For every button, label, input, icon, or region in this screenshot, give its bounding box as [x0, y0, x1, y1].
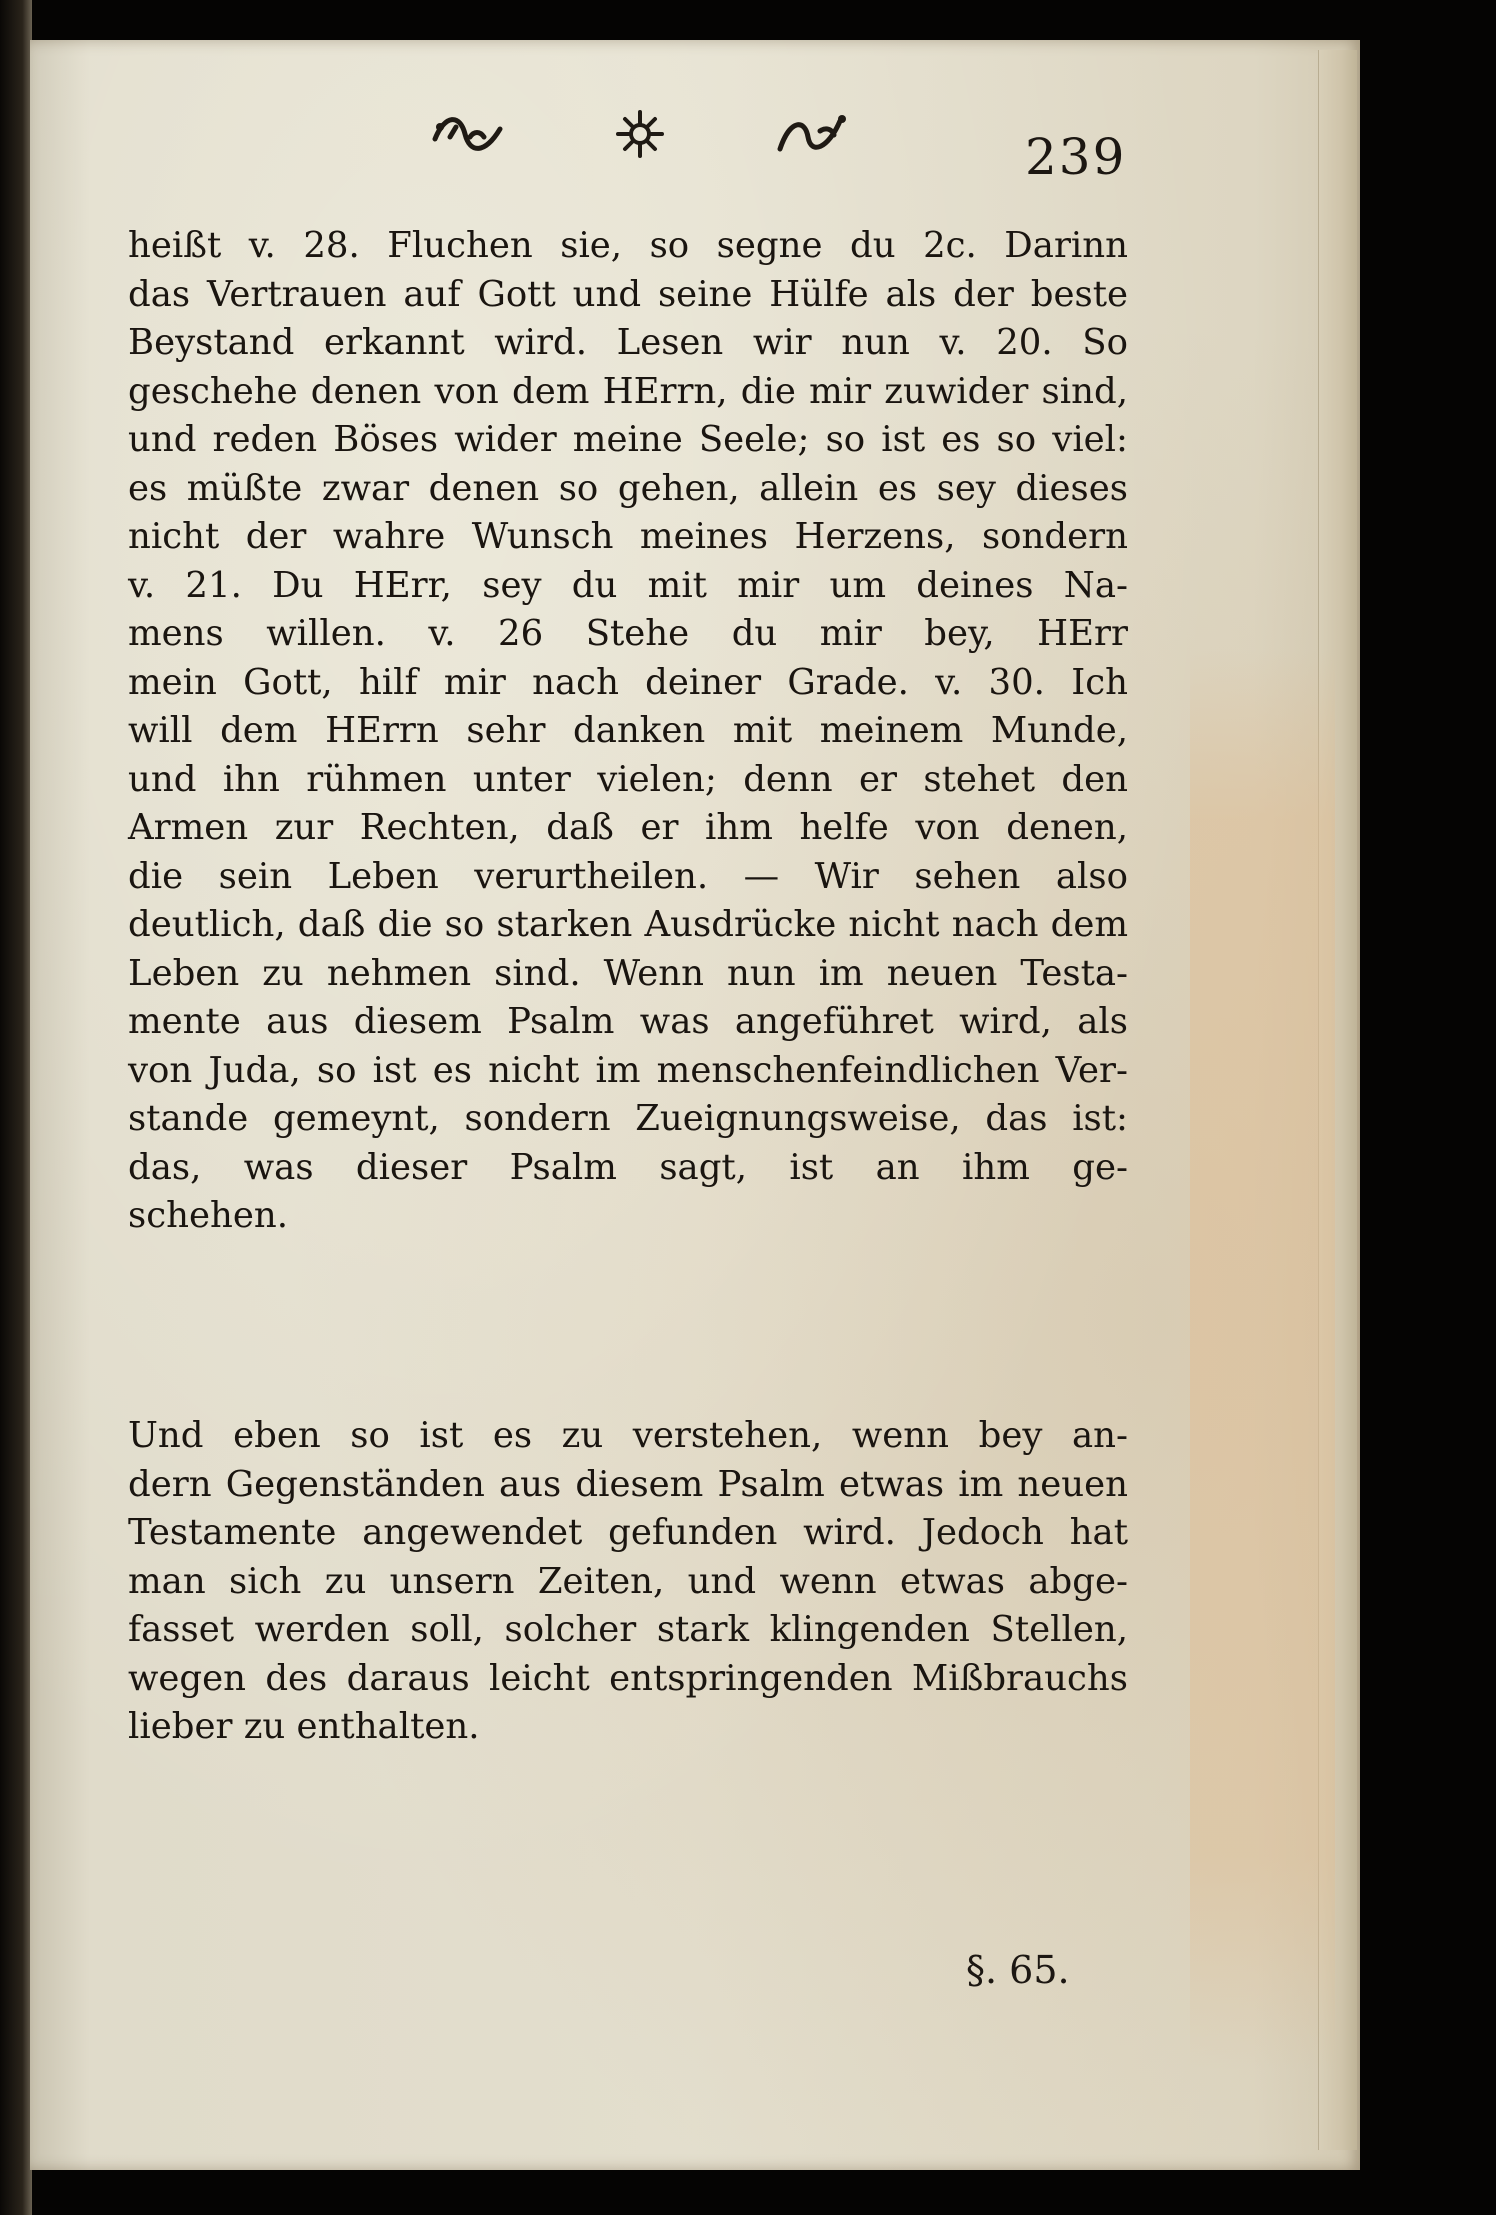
catchword: §. 65.	[966, 1948, 1070, 1992]
paragraph-2	[128, 1412, 1128, 1752]
header-ornament	[430, 100, 850, 180]
text-line: schehen.	[128, 1195, 288, 1236]
text-line: das, was dieser Psalm sagt, ist an ihm ge-	[128, 1146, 1128, 1188]
text-line: Und eben so ist es zu verstehen, wenn bey an-	[128, 1415, 1128, 1456]
text-line: und reden Böses wider meine Seele; so ist es so viel:	[128, 419, 1128, 460]
page-number: 239	[1025, 128, 1127, 186]
text-line: Testamente angewendet gefunden wird. Jedoch hat	[128, 1512, 1128, 1553]
center-flower-icon	[610, 104, 670, 177]
text-line: es müßte zwar denen so gehen, allein es sey dieses	[128, 467, 1128, 509]
text-line: Leben zu nehmen sind. Wenn nun im neuen Testa-	[128, 952, 1128, 994]
text-line: v. 21. Du HErr, sey du mit mir um deines Na-	[128, 564, 1128, 606]
paper-stain	[1190, 650, 1335, 2070]
text-line: nicht der wahre Wunsch meines Herzens, sondern	[128, 516, 1128, 557]
text-line: heißt v. 28. Fluchen sie, so segne du 2c. Darinn	[128, 225, 1128, 266]
text-line: will dem HErrn sehr danken mit meinem Munde,	[128, 710, 1128, 751]
right-flourish-icon	[770, 109, 850, 172]
text-line: Beystand erkannt wird. Lesen wir nun v. 20. So	[128, 322, 1128, 363]
text-line: wegen des daraus leicht entspringenden Mißbrauchs	[128, 1657, 1128, 1699]
text-line: geschehe denen von dem HErrn, die mir zuwider sind,	[128, 370, 1128, 412]
text-line: von Juda, so ist es nicht im menschenfeindlichen Ver-	[128, 1049, 1128, 1091]
text-line: mens willen. v. 26 Stehe du mir bey, HErr	[128, 613, 1128, 654]
text-line: dern Gegenständen aus diesem Psalm etwas im neuen	[128, 1463, 1128, 1505]
paragraph-1	[128, 222, 1128, 1241]
text-line: deutlich, daß die so starken Ausdrücke nicht nach dem	[128, 904, 1128, 945]
text-line: Armen zur Rechten, daß er ihm helfe von denen,	[128, 807, 1128, 848]
book-gutter	[0, 0, 32, 2215]
text-line: mein Gott, hilf mir nach deiner Grade. v. 30. Ich	[128, 661, 1128, 703]
text-line: stande gemeynt, sondern Zueignungsweise, das ist:	[128, 1098, 1128, 1139]
left-flourish-icon	[430, 109, 510, 172]
text-line: lieber zu enthalten.	[128, 1706, 480, 1747]
text-line: man sich zu unsern Zeiten, und wenn etwas abge-	[128, 1560, 1128, 1602]
text-line: fasset werden soll, solcher stark klingenden Stellen,	[128, 1609, 1128, 1650]
text-line: das Vertrauen auf Gott und seine Hülfe als der beste	[128, 273, 1128, 315]
text-line: die sein Leben verurtheilen. — Wir sehen also	[128, 855, 1128, 897]
text-line: und ihn rühmen unter vielen; denn er stehet den	[128, 758, 1128, 800]
text-line: mente aus diesem Psalm was angeführet wird, als	[128, 1001, 1128, 1042]
